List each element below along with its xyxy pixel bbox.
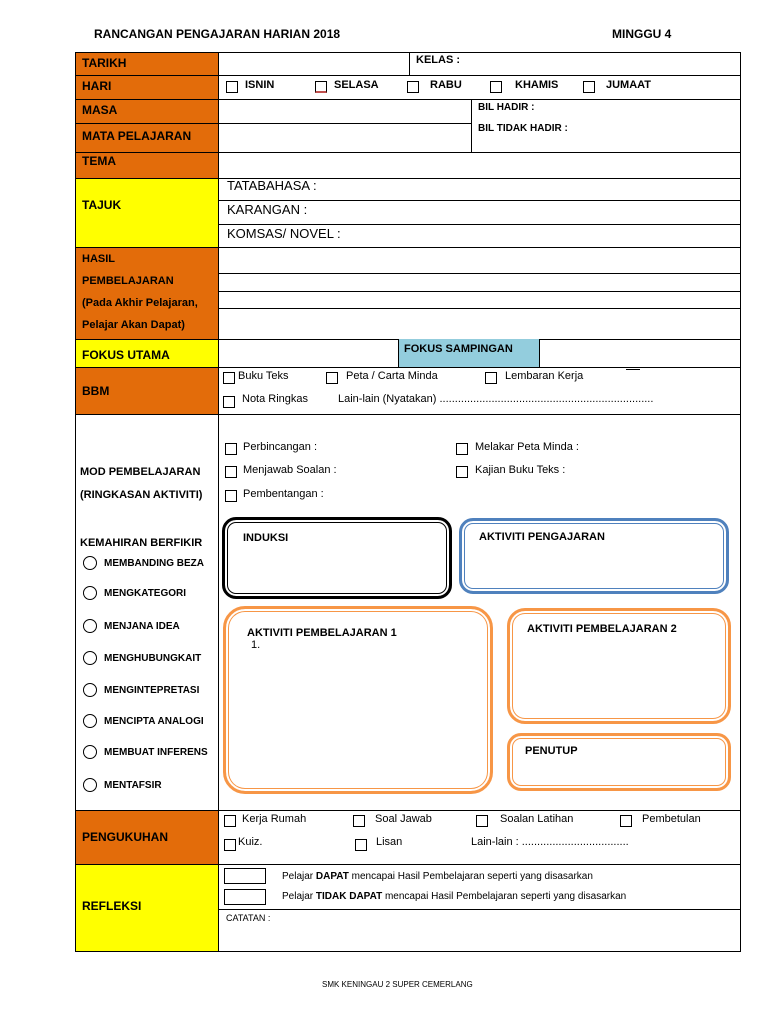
label-masa: MASA	[75, 99, 219, 124]
row-divider	[219, 367, 741, 368]
aktiviti-pembelajaran-1-box[interactable]	[223, 606, 493, 794]
skill-menghubungkait: MENGHUBUNGKAIT	[104, 653, 202, 664]
aktiviti-pembelajaran-1-title: AKTIVITI PEMBELAJARAN 1	[247, 627, 397, 639]
checkbox-kerja-rumah[interactable]	[224, 815, 236, 827]
bbm-dash	[626, 369, 640, 370]
catatan-label: CATATAN :	[226, 913, 271, 923]
row-divider	[219, 864, 741, 865]
aktiviti-pengajaran-box[interactable]	[459, 518, 729, 594]
pengukuhan-soalan-latihan: Soalan Latihan	[500, 813, 574, 825]
day-rabu: RABU	[430, 79, 462, 91]
label-hari: HARI	[75, 75, 219, 100]
aktiviti-pembelajaran-2-box[interactable]	[507, 608, 731, 724]
mod-pembentangan: Pembentangan :	[243, 488, 324, 500]
kemahiran-berfikir-title: KEMAHIRAN BERFIKIR	[80, 537, 203, 549]
label-refleksi: REFLEKSI	[75, 864, 219, 952]
label-mata-pelajaran: MATA PELAJARAN	[75, 123, 219, 153]
radio-mencipta-analogi[interactable]	[83, 714, 97, 728]
skill-mencipta-analogi: MENCIPTA ANALOGI	[104, 716, 204, 727]
row-divider	[219, 75, 741, 76]
radio-mengkategori[interactable]	[83, 586, 97, 600]
row-divider	[219, 247, 741, 248]
mod-melakar-peta-minda: Melakar Peta Minda :	[475, 441, 579, 453]
checkbox-menjawab-soalan[interactable]	[225, 466, 237, 478]
kelas-label: KELAS :	[416, 54, 460, 66]
checkbox-soal-jawab[interactable]	[353, 815, 365, 827]
checkbox-isnin[interactable]	[226, 81, 238, 93]
radio-membanding-beza[interactable]	[83, 556, 97, 570]
checkbox-kajian-buku-teks[interactable]	[456, 466, 468, 478]
aktiviti-pembelajaran-1-item: 1.	[251, 639, 261, 651]
bbm-buku-teks: Buku Teks	[238, 370, 289, 382]
aktiviti-pembelajaran-2-title: AKTIVITI PEMBELAJARAN 2	[527, 623, 677, 635]
bbm-lain-lain: Lain-lain (Nyatakan) ......................................................................	[338, 393, 654, 405]
induksi-box[interactable]	[222, 517, 452, 599]
checkbox-lisan[interactable]	[355, 839, 367, 851]
refleksi-dapat-box[interactable]	[224, 868, 266, 884]
bbm-lembaran-kerja: Lembaran Kerja	[505, 370, 584, 382]
checkbox-buku-teks[interactable]	[223, 372, 235, 384]
skill-mengkategori: MENGKATEGORI	[104, 588, 187, 599]
footer-school: SMK KENINGAU 2 SUPER CEMERLANG	[322, 980, 473, 989]
mod-kajian-buku-teks: Kajian Buku Teks :	[475, 464, 566, 476]
row-divider	[219, 200, 741, 201]
skill-membuat-inferens: MEMBUAT INFERENS	[104, 747, 208, 758]
checkbox-pembentangan[interactable]	[225, 490, 237, 502]
row-divider	[219, 291, 741, 292]
catatan-divider	[219, 909, 741, 910]
bbm-nota-ringkas: Nota Ringkas	[242, 393, 309, 405]
bil-hadir-label: BIL HADIR :	[478, 102, 535, 113]
checkbox-soalan-latihan[interactable]	[476, 815, 488, 827]
label-bbm: BBM	[75, 367, 219, 415]
checkbox-nota-ringkas[interactable]	[223, 396, 235, 408]
day-khamis: KHAMIS	[515, 79, 559, 91]
bbm-peta-carta-minda: Peta / Carta Minda	[346, 370, 438, 382]
penutup-title: PENUTUP	[525, 745, 578, 757]
label-tarikh: TARIKH	[75, 52, 219, 76]
radio-menghubungkait[interactable]	[83, 651, 97, 665]
refleksi-tidak-dapat-box[interactable]	[224, 889, 266, 905]
row-divider	[219, 273, 741, 274]
mod-perbincangan: Perbincangan :	[243, 441, 317, 453]
checkbox-lembaran-kerja[interactable]	[485, 372, 497, 384]
pengukuhan-lain-lain: Lain-lain : ...................................	[471, 836, 629, 848]
mod-pembelajaran-label: MOD PEMBELAJARAN	[80, 466, 201, 478]
skill-mengintepretasi: MENGINTEPRETASI	[104, 685, 200, 696]
checkbox-jumaat[interactable]	[583, 81, 595, 93]
radio-mentafsir[interactable]	[83, 778, 97, 792]
day-jumaat: JUMAAT	[606, 79, 652, 91]
pengukuhan-pembetulan: Pembetulan	[642, 813, 701, 825]
row-divider	[219, 414, 741, 415]
checkbox-melakar-peta-minda[interactable]	[456, 443, 468, 455]
checkbox-pembetulan[interactable]	[620, 815, 632, 827]
label-hasil-pembelajaran: HASIL PEMBELAJARAN (Pada Akhir Pelajaran, Pelajar Akan Dapat)	[75, 247, 219, 340]
tajuk-komsas: KOMSAS/ NOVEL :	[227, 226, 341, 241]
day-selasa: SELASA	[334, 79, 379, 91]
label-fokus-utama: FOKUS UTAMA	[75, 339, 219, 368]
col-divider-hadir	[471, 99, 472, 153]
label-pengukuhan: PENGUKUHAN	[75, 810, 219, 865]
col-divider-kelas	[409, 52, 410, 76]
penutup-box[interactable]	[507, 733, 731, 791]
pengukuhan-lisan: Lisan	[376, 836, 403, 848]
pengukuhan-soal-jawab: Soal Jawab	[375, 813, 432, 825]
aktiviti-pengajaran-title: AKTIVITI PENGAJARAN	[479, 531, 605, 543]
radio-mengintepretasi[interactable]	[83, 683, 97, 697]
label-tema: TEMA	[75, 152, 219, 179]
mod-pembelajaran-sub: (RINGKASAN AKTIVITI)	[80, 489, 203, 501]
pengukuhan-kuiz: Kuiz.	[238, 836, 263, 848]
skill-mentafsir: MENTAFSIR	[104, 780, 162, 791]
checkbox-khamis[interactable]	[490, 81, 502, 93]
pengukuhan-kerja-rumah: Kerja Rumah	[242, 813, 307, 825]
skill-menjana-idea: MENJANA IDEA	[104, 621, 180, 632]
page-title: RANCANGAN PENGAJARAN HARIAN 2018	[94, 27, 341, 41]
row-divider	[219, 99, 741, 100]
refleksi-tidak-dapat-text: Pelajar TIDAK DAPAT mencapai Hasil Pembelajaran seperti yang disasarkan	[282, 891, 627, 902]
induksi-title: INDUKSI	[243, 532, 289, 544]
row-divider	[219, 810, 741, 811]
checkbox-kuiz[interactable]	[224, 839, 236, 851]
fokus-sampingan-label: FOKUS SAMPINGAN	[404, 343, 513, 355]
radio-menjana-idea[interactable]	[83, 619, 97, 633]
row-divider	[219, 123, 471, 124]
mod-menjawab-soalan: Menjawab Soalan :	[243, 464, 337, 476]
week-label: MINGGU 4	[612, 27, 672, 41]
checkbox-selasa[interactable]	[315, 81, 327, 93]
checkbox-peta-carta-minda[interactable]	[326, 372, 338, 384]
row-divider	[219, 308, 741, 309]
day-isnin: ISNIN	[245, 79, 275, 91]
checkbox-perbincangan[interactable]	[225, 443, 237, 455]
tajuk-tatabahasa: TATABAHASA :	[227, 178, 317, 193]
row-divider	[219, 224, 741, 225]
checkbox-rabu[interactable]	[407, 81, 419, 93]
bil-tidak-hadir-label: BIL TIDAK HADIR :	[478, 123, 568, 134]
label-tajuk: TAJUK	[75, 178, 219, 248]
refleksi-dapat-text: Pelajar DAPAT mencapai Hasil Pembelajaran seperti yang disasarkan	[282, 871, 593, 882]
skill-membanding-beza: MEMBANDING BEZA	[104, 558, 204, 569]
radio-membuat-inferens[interactable]	[83, 745, 97, 759]
row-divider	[219, 152, 741, 153]
tajuk-karangan: KARANGAN :	[227, 202, 308, 217]
